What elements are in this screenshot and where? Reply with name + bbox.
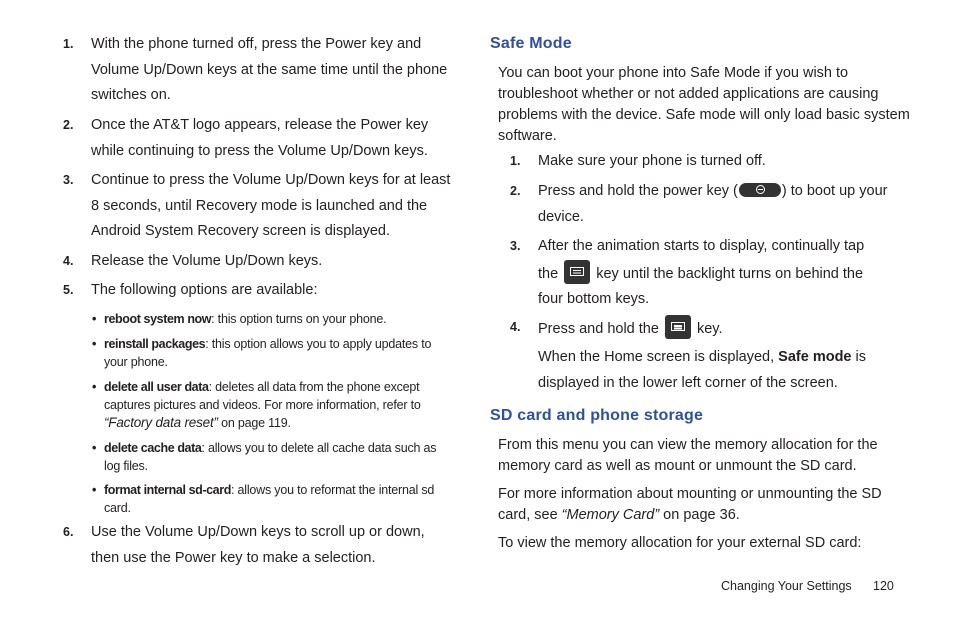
option-term: delete cache data — [104, 441, 202, 455]
sd-card-paragraph-3: To view the memory allocation for your external SD card: — [498, 535, 862, 551]
footer-page-number: 120 — [873, 579, 894, 593]
paragraph-text: on page 36. — [659, 507, 740, 523]
sd-card-heading: SD card and phone storage — [490, 407, 704, 424]
note-text: is displayed in the lower left corner of the screen. — [538, 349, 867, 391]
step-text: Use the Volume Up/Down keys to scroll up or down, then use the Power key to make a selection. — [91, 524, 425, 566]
step-number: 1. — [63, 37, 74, 51]
step-number: 3. — [510, 239, 521, 253]
cross-reference-link[interactable]: “Factory data reset” — [104, 415, 218, 430]
safe-mode-heading: Safe Mode — [490, 35, 572, 52]
step-text-part: key. — [692, 321, 723, 337]
step-number: 4. — [63, 254, 74, 268]
sd-card-paragraph-1: From this menu you can view the memory allocation for the memory card as well as mount or unmount the SD card. — [498, 437, 878, 474]
step-text — [538, 179, 898, 230]
option-format-internal-sd-card — [92, 481, 439, 517]
menu-key-icon — [564, 260, 590, 284]
step-text-part: Press and hold the power key ( — [538, 183, 738, 199]
bullet-dot: • — [92, 441, 97, 455]
option-desc: : this option turns on your phone. — [211, 312, 387, 326]
step-number: 1. — [510, 154, 521, 168]
option-desc: : deletes all data from the phone except captures pictures and videos. For more information, refer to — [104, 380, 421, 412]
step-text — [538, 315, 898, 343]
memory-card-reference-link[interactable]: “Memory Card” — [561, 507, 660, 523]
option-term: delete all user data — [104, 380, 209, 394]
step-number: 6. — [63, 525, 74, 539]
option-term: format internal sd-card — [104, 483, 231, 497]
note-text: When the Home screen is displayed, — [538, 349, 779, 365]
bullet-dot: • — [92, 483, 97, 497]
step-text — [538, 234, 883, 313]
safe-step-4-note — [538, 345, 883, 396]
option-delete-all-user-data — [92, 378, 434, 432]
page-reference: on page 119. — [217, 416, 291, 430]
step-text: Release the Volume Up/Down keys. — [91, 253, 323, 269]
option-desc: : allows you to delete all cache data such as log files. — [104, 441, 437, 473]
step-text: Make sure your phone is turned off. — [538, 153, 766, 169]
menu-key-icon — [665, 315, 691, 339]
step-number: 2. — [510, 184, 521, 198]
option-desc: : allows you to reformat the internal sd card. — [104, 483, 435, 515]
option-term: reinstall packages — [104, 337, 206, 351]
safe-mode-label: Safe mode — [778, 349, 852, 365]
step-text: With the phone turned off, press the Power key and Volume Up/Down keys at the same time until the phone switches on. — [91, 36, 448, 103]
option-desc: : this option allows you to apply updates to your phone. — [104, 337, 432, 369]
step-text: The following options are available: — [91, 282, 318, 298]
step-number: 5. — [63, 283, 74, 297]
option-reboot-system-now — [92, 310, 454, 328]
option-term: reboot system now — [104, 312, 212, 326]
step-number: 4. — [510, 320, 521, 334]
step-number: 3. — [63, 173, 74, 187]
footer-section-title: Changing Your Settings — [721, 579, 852, 593]
step-text-part: key until the backlight turns on behind the four bottom keys. — [538, 265, 864, 307]
paragraph-text: For more information about mounting or unmounting the SD card, see — [498, 486, 882, 523]
step-text: Continue to press the Volume Up/Down keys for at least 8 seconds, until Recovery mode is launched and the Android System Recovery screen is displayed. — [91, 172, 451, 239]
bullet-dot: • — [92, 380, 97, 394]
option-delete-cache-data — [92, 439, 454, 475]
step-text-part: ) to boot up your device. — [538, 183, 888, 225]
safe-mode-intro: You can boot your phone into Safe Mode if you wish to troubleshoot whether or not added applications are causing problems with the device. Safe mode will only load basic system software. — [498, 65, 910, 144]
step-text-part: After the animation starts to display, continually tap the — [538, 238, 865, 282]
option-reinstall-packages — [92, 335, 454, 371]
step-text: Once the AT&T logo appears, release the Power key while continuing to press the Volume Up/Down keys. — [91, 117, 429, 159]
step-text-part: Press and hold the — [538, 321, 663, 337]
power-key-icon — [739, 183, 781, 197]
bullet-dot: • — [92, 312, 97, 326]
sd-card-paragraph-2 — [498, 484, 908, 526]
step-number: 2. — [63, 118, 74, 132]
bullet-dot: • — [92, 337, 97, 351]
